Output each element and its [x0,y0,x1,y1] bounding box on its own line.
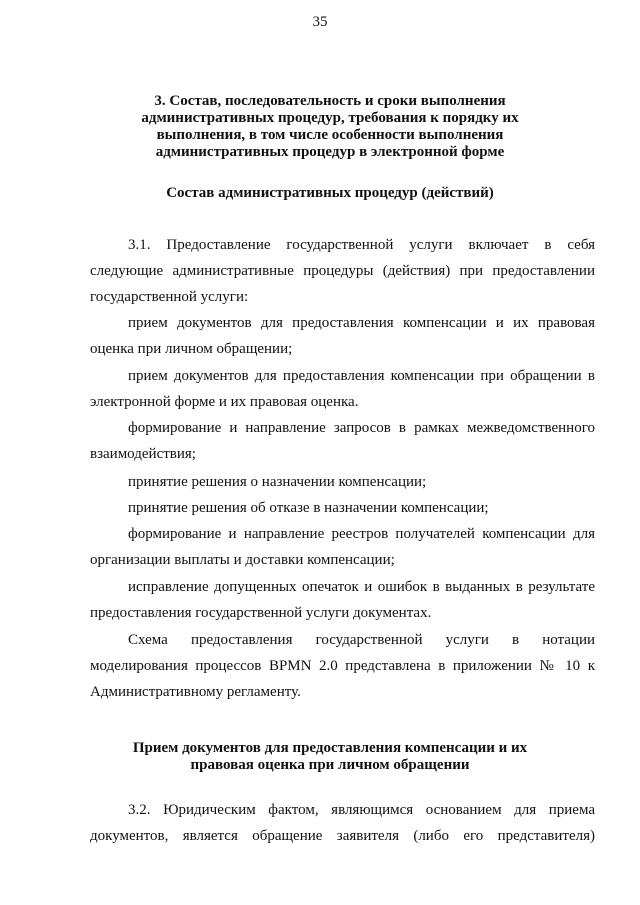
paragraph-list-item: прием документов для предоставления компенсации и их правовая оценка при личном обращении; [90,315,595,357]
section-heading-line: административных процедур, требования к порядку их [141,110,519,126]
paragraph-list-item: принятие решения об отказе в назначении компенсации; [128,500,489,516]
section-heading [90,93,570,161]
paragraph-list-item: принятие решения о назначении компенсации; [128,474,427,490]
section-heading-line: 3. Состав, последовательность и сроки выполнения [154,93,506,109]
paragraph-bpmn-scheme: Схема предоставления государственной услуги в нотации моделирования процессов BPMN 2.0 представлена в приложении № 10 к Административному регламенту. [90,632,595,700]
paragraph-list-item: прием документов для предоставления компенсации при обращении в электронной форме и их правовая оценка. [90,368,595,410]
paragraph-list-item: формирование и направление запросов в рамках межведомственного взаимодействия; [90,420,595,462]
page-number: 35 [312,14,328,30]
paragraph-list-item: формирование и направление реестров получателей компенсации для организации выплаты и доставки компенсации; [90,526,595,568]
section-heading-line: выполнения, в том числе особенности выполнения [156,127,504,143]
section-heading-line: административных процедур в электронной форме [155,144,505,160]
paragraph-list-item: исправление допущенных опечаток и ошибок в выданных в результате предоставления государственной услуги документах. [90,579,595,621]
subheading-line: Прием документов для предоставления компенсации и их [132,740,528,756]
subheading-composition: Состав административных процедур (действий) [166,185,494,201]
paragraph-3-2: 3.2. Юридическим фактом, являющимся основанием для приема документов, является обращение заявителя (либо его представителя) [90,802,595,844]
subheading-document-reception [90,740,570,774]
paragraph-3-1: 3.1. Предоставление государственной услуги включает в себя следующие административные процедуры (действия) при предоставлении государственной услуги: [90,237,595,305]
subheading-line: правовая оценка при личном обращении [190,757,470,773]
